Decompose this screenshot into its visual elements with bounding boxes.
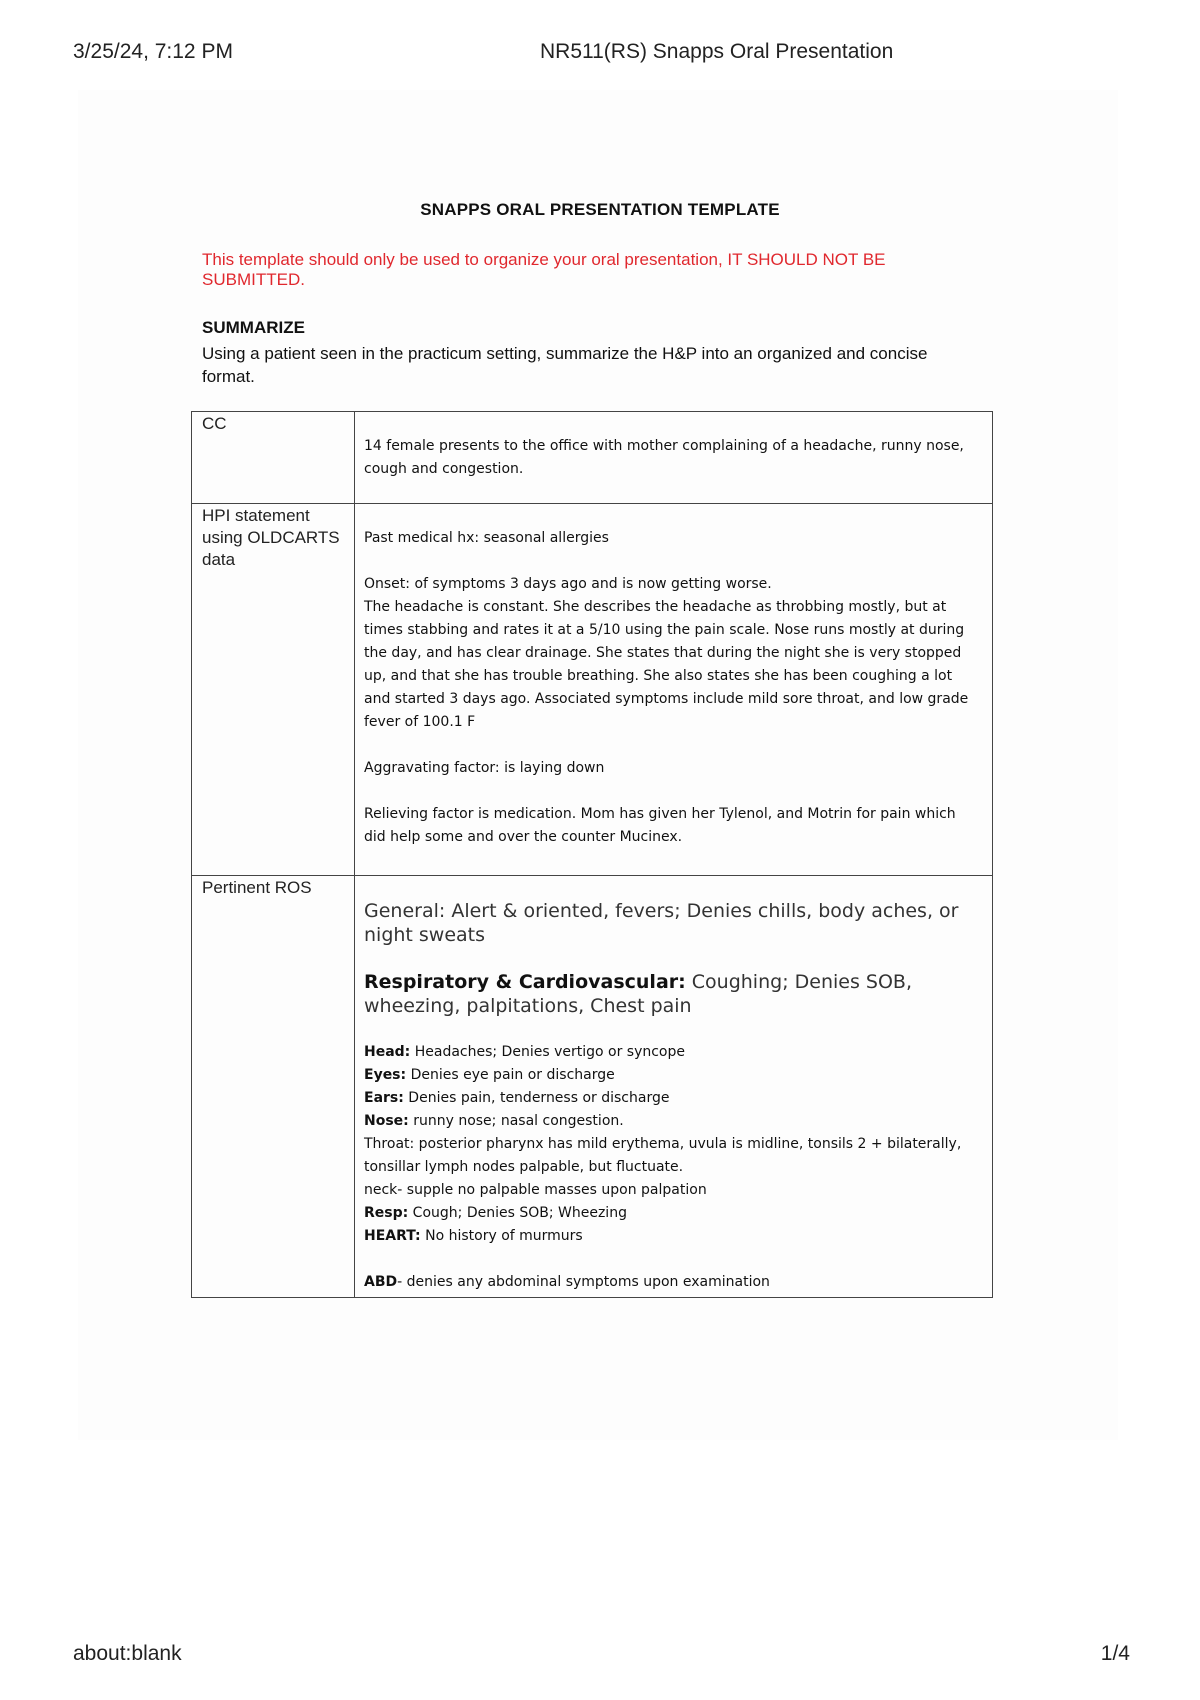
cc-label: CC bbox=[192, 412, 355, 504]
ros-eyes bbox=[364, 1064, 978, 1087]
hpi-description: The headache is constant. She describes the headache as throbbing mostly, but at times stabbing and rates it at a 5/10 using the pain scale. Nose runs mostly at during the day, and has clear drainage. She states that during the night she is very stopped up, and that she has trouble breathing. She also states she has been coughing a lot and started 3 days ago. Associated symptoms include mild sore throat, and low grade fever of 100.1 F bbox=[364, 599, 969, 730]
hpi-relieving-factor: Relieving factor is medication. Mom has given her Tylenol, and Motrin for pain which did help some and over the counter Mucinex. bbox=[364, 806, 956, 845]
ros-eyes-label: Eyes: bbox=[364, 1067, 407, 1083]
ros-resp bbox=[364, 1202, 978, 1225]
ros-heart-text: No history of murmurs bbox=[420, 1228, 583, 1244]
ros-abdomen bbox=[364, 1271, 978, 1294]
print-url: about:blank bbox=[73, 1642, 182, 1665]
cc-text: 14 female presents to the office with mother complaining of a headache, runny nose, cough and congestion. bbox=[364, 438, 964, 477]
ros-resp-cardio-text: Coughing; Denies SOB, wheezing, palpitations, Chest pain bbox=[364, 971, 912, 1017]
ros-general: General: Alert & oriented, fevers; Denies chills, body aches, or night sweats bbox=[364, 900, 959, 946]
ros-eyes-text: Denies eye pain or discharge bbox=[406, 1067, 615, 1083]
hpi-content bbox=[355, 504, 993, 876]
ros-head bbox=[364, 1041, 978, 1064]
print-page-title: NR511(RS) Snapps Oral Presentation bbox=[540, 40, 894, 63]
ros-resp-label: Resp: bbox=[364, 1205, 409, 1221]
section-description: Using a patient seen in the practicum setting, summarize the H&P into an organized and concise format. bbox=[202, 344, 928, 386]
history-physical-table bbox=[191, 411, 993, 1298]
print-datetime: 3/25/24, 7:12 PM bbox=[73, 40, 233, 63]
document-title: SNAPPS ORAL PRESENTATION TEMPLATE bbox=[420, 200, 780, 219]
ros-ears-label: Ears: bbox=[364, 1090, 404, 1106]
ros-nose-label: Nose: bbox=[364, 1113, 409, 1129]
ros-content bbox=[355, 876, 993, 1298]
ros-respiratory-cardiovascular bbox=[364, 970, 978, 1018]
ros-head-label: Head: bbox=[364, 1044, 411, 1060]
hpi-past-medical-history: Past medical hx: seasonal allergies bbox=[364, 530, 609, 546]
print-page-number: 1/4 bbox=[1100, 1642, 1130, 1665]
ros-resp-text: Cough; Denies SOB; Wheezing bbox=[408, 1205, 627, 1221]
ros-resp-cardio-label: Respiratory & Cardiovascular: bbox=[364, 971, 686, 993]
warning-notice: This template should only be used to organize your oral presentation, IT SHOULD NOT BE SUBMITTED. bbox=[202, 250, 886, 289]
ros-ears-text: Denies pain, tenderness or discharge bbox=[403, 1090, 670, 1106]
hpi-label: HPI statement using OLDCARTS data bbox=[192, 504, 355, 876]
ros-abd-text: - denies any abdominal symptoms upon examination bbox=[397, 1274, 770, 1290]
table-row-cc bbox=[192, 412, 993, 504]
ros-ears bbox=[364, 1087, 978, 1110]
table-row-hpi bbox=[192, 504, 993, 876]
table-row-ros bbox=[192, 876, 993, 1298]
ros-neck: neck- supple no palpable masses upon palpation bbox=[364, 1182, 707, 1198]
ros-heart bbox=[364, 1225, 978, 1248]
ros-throat: Throat: posterior pharynx has mild erythema, uvula is midline, tonsils 2 + bilaterally, tonsillar lymph nodes palpable, but fluctuate. bbox=[364, 1136, 962, 1175]
ros-heart-label: HEART: bbox=[364, 1228, 421, 1244]
hpi-aggravating-factor: Aggravating factor: is laying down bbox=[364, 760, 605, 776]
ros-label: Pertinent ROS bbox=[192, 876, 355, 1298]
ros-nose-text: runny nose; nasal congestion. bbox=[408, 1113, 624, 1129]
hpi-onset: Onset: of symptoms 3 days ago and is now getting worse. bbox=[364, 576, 772, 592]
cc-content bbox=[355, 412, 993, 504]
ros-abd-label: ABD bbox=[364, 1274, 398, 1290]
section-heading-summarize: SUMMARIZE bbox=[202, 318, 305, 337]
ros-nose bbox=[364, 1110, 978, 1133]
ros-head-text: Headaches; Denies vertigo or syncope bbox=[410, 1044, 685, 1060]
